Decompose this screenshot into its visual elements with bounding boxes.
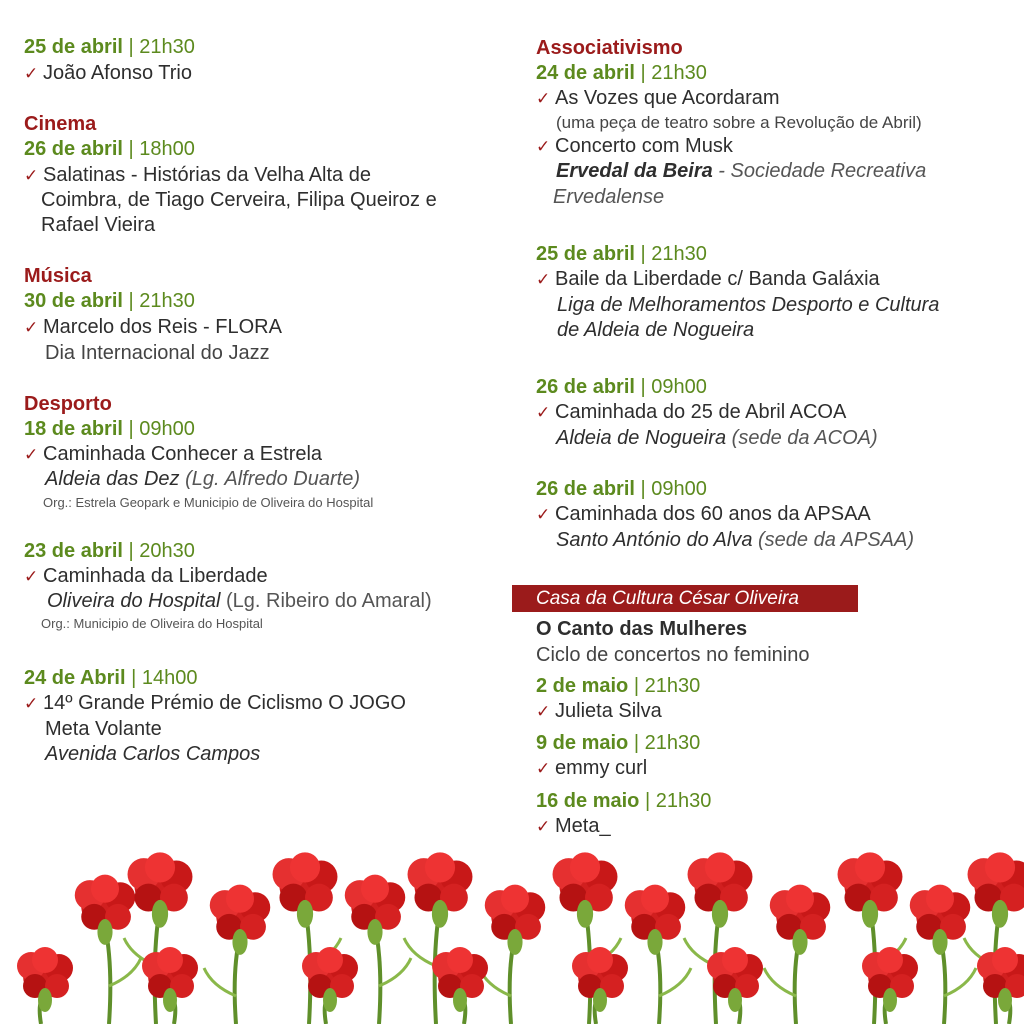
carnation-flower xyxy=(17,947,73,1012)
check-icon: ✓ xyxy=(24,694,39,713)
event-sub: (uma peça de teatro sobre a Revolução de Abril) xyxy=(556,113,922,132)
carnation-flower xyxy=(770,885,830,955)
date-line: 25 de abril | 21h30 xyxy=(536,243,707,265)
event-item: ✓ emmy curl xyxy=(536,757,648,779)
event-item: ✓ Salatinas - Histórias da Velha Alta de xyxy=(24,164,371,186)
check-icon: ✓ xyxy=(24,166,39,185)
carnation-flower xyxy=(838,852,903,927)
carnation-flower xyxy=(273,852,338,927)
flower-leaf xyxy=(659,968,691,996)
event-place: Avenida Carlos Campos xyxy=(45,743,261,765)
event-item: ✓ João Afonso Trio xyxy=(24,62,192,84)
category-heading: Associativismo xyxy=(536,37,683,59)
carnation-flower xyxy=(432,947,488,1012)
check-icon: ✓ xyxy=(536,270,551,289)
event-item: ✓ Meta_ xyxy=(536,815,611,837)
event-item-cont: Rafael Vieira xyxy=(41,214,156,236)
date-line: 26 de abril | 09h00 xyxy=(536,376,707,398)
check-icon: ✓ xyxy=(536,817,551,836)
carnation-flower xyxy=(862,947,918,1012)
carnation-flower xyxy=(968,852,1024,927)
date-line: 30 de abril | 21h30 xyxy=(24,290,195,312)
event-place: Aldeia de Nogueira (sede da ACOA) xyxy=(556,427,878,449)
event-item: ✓ Marcelo dos Reis - FLORA xyxy=(24,316,282,338)
event-item: ✓ Caminhada dos 60 anos da APSAA xyxy=(536,503,871,525)
carnation-flower xyxy=(688,852,753,927)
check-icon: ✓ xyxy=(24,318,39,337)
event-place: Santo António do Alva (sede da APSAA) xyxy=(556,529,914,551)
carnation-flower xyxy=(210,885,270,955)
event-item: ✓ As Vozes que Acordaram xyxy=(536,87,780,109)
event-item-cont: Meta Volante xyxy=(45,718,162,740)
event-item: ✓ Baile da Liberdade c/ Banda Galáxia xyxy=(536,268,880,290)
event-place: Oliveira do Hospital (Lg. Ribeiro do Amaral) xyxy=(47,590,432,612)
check-icon: ✓ xyxy=(536,137,551,156)
carnation-flower xyxy=(408,852,473,927)
check-icon: ✓ xyxy=(24,567,39,586)
check-icon: ✓ xyxy=(24,64,39,83)
date-line: 24 de abril | 21h30 xyxy=(536,62,707,84)
series-title: O Canto das Mulheres xyxy=(536,618,748,640)
date-line: 23 de abril | 20h30 xyxy=(24,540,195,562)
check-icon: ✓ xyxy=(536,759,551,778)
event-item: ✓ Caminhada Conhecer a Estrela xyxy=(24,443,323,465)
date-line: 26 de abril | 18h00 xyxy=(24,138,195,160)
category-heading: Cinema xyxy=(24,113,97,135)
event-place: Ervedal da Beira - Sociedade Recreativa xyxy=(556,160,927,182)
date-line: 26 de abril | 09h00 xyxy=(536,478,707,500)
carnation-flower xyxy=(128,852,193,927)
event-place: Aldeia das Dez (Lg. Alfredo Duarte) xyxy=(45,468,360,490)
carnation-border xyxy=(0,846,1024,1024)
date-line: 24 de Abril | 14h00 xyxy=(24,667,198,689)
date-line: 16 de maio | 21h30 xyxy=(536,790,712,812)
carnation-flower xyxy=(75,875,135,945)
event-item: ✓ Julieta Silva xyxy=(536,700,662,722)
flower-leaf xyxy=(764,968,796,996)
carnation-flower xyxy=(572,947,628,1012)
carnation-flower xyxy=(625,885,685,955)
date-line: 2 de maio | 21h30 xyxy=(536,675,701,697)
flower-leaf xyxy=(109,958,141,986)
check-icon: ✓ xyxy=(536,505,551,524)
event-item-cont: Coimbra, de Tiago Cerveira, Filipa Queiroz e xyxy=(41,189,437,211)
event-item: ✓ Caminhada da Liberdade xyxy=(24,565,268,587)
event-place-cont: Ervedalense xyxy=(553,186,665,208)
date-line: 9 de maio | 21h30 xyxy=(536,732,701,754)
carnation-flower xyxy=(142,947,198,1012)
flower-leaf xyxy=(944,968,976,996)
carnation-flower xyxy=(553,852,618,927)
date-line: 18 de abril | 09h00 xyxy=(24,418,195,440)
check-icon: ✓ xyxy=(24,445,39,464)
check-icon: ✓ xyxy=(536,89,551,108)
flower-leaf xyxy=(379,958,411,986)
date-line: 25 de abril | 21h30 xyxy=(24,36,195,58)
event-place-cont: de Aldeia de Nogueira xyxy=(557,319,755,341)
category-heading: Desporto xyxy=(24,393,112,415)
carnation-flower xyxy=(345,875,405,945)
venue-banner: Casa da Cultura César Oliveira xyxy=(512,585,858,612)
event-org: Org.: Estrela Geopark e Municipio de Oliveira do Hospital xyxy=(43,495,374,510)
event-org: Org.: Municipio de Oliveira do Hospital xyxy=(41,616,263,631)
event-item: ✓ Concerto com Musk xyxy=(536,135,733,157)
carnation-flower xyxy=(910,885,970,955)
event-item: ✓ 14º Grande Prémio de Ciclismo O JOGO xyxy=(24,692,406,714)
category-heading: Música xyxy=(24,265,92,287)
series-subtitle: Ciclo de concertos no feminino xyxy=(536,644,810,666)
event-sub: Dia Internacional do Jazz xyxy=(45,342,270,364)
check-icon: ✓ xyxy=(536,702,551,721)
event-place: Liga de Melhoramentos Desporto e Cultura xyxy=(557,294,940,316)
carnation-flower xyxy=(485,885,545,955)
flower-leaf xyxy=(204,968,236,996)
check-icon: ✓ xyxy=(536,403,551,422)
event-item: ✓ Caminhada do 25 de Abril ACOA xyxy=(536,401,847,423)
carnation-flower xyxy=(977,947,1024,1012)
